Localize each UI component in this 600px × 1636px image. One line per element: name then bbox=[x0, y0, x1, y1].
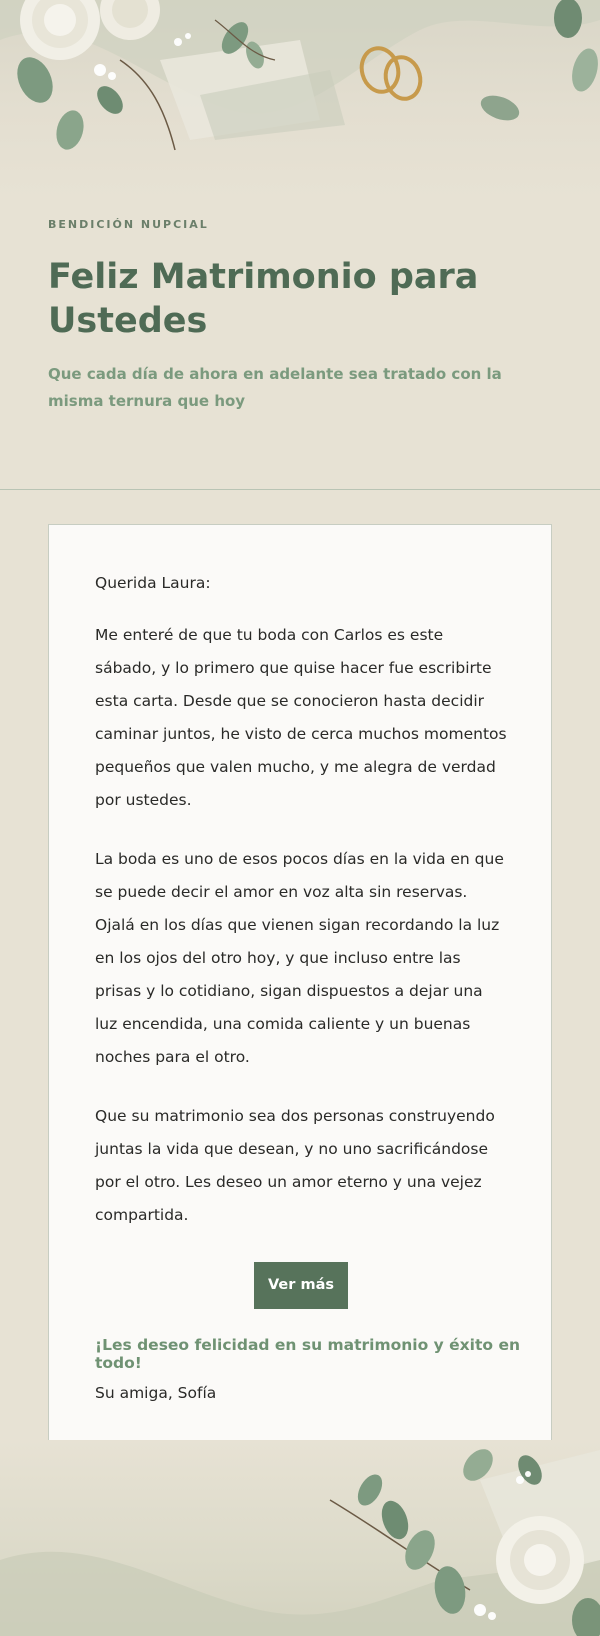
page-subtitle: Que cada día de ahora en adelante sea tratado con la misma ternura que hoy bbox=[48, 365, 502, 410]
letter-card bbox=[48, 524, 552, 1472]
section-divider bbox=[0, 489, 600, 490]
letter-paragraph: Que su matrimonio sea dos personas construyendo juntas la vida que desean, y no uno sacrificándose por el otro. Les deseo un amor eterno y una vejez compartida. bbox=[95, 1107, 495, 1224]
eyebrow-label: BENDICIÓN NUPCIAL bbox=[48, 218, 209, 231]
letter-body bbox=[95, 573, 509, 1232]
top-floral-banner bbox=[0, 0, 600, 200]
letter-paragraph: Me enteré de que tu boda con Carlos es este sábado, y lo primero que quise hacer fue escribirte esta carta. Desde que se conocieron hasta decidir caminar juntos, he visto de cerca muchos momentos pequeños que valen mucho, y me alegra de verdad por ustedes. bbox=[95, 626, 507, 809]
letter-paragraph: La boda es uno de esos pocos días en la vida en que se puede decir el amor en voz alta sin reservas. Ojalá en los días que vienen sigan recordando la luz en los ojos del otro hoy, y que incluso entre las prisas y lo cotidiano, sigan dispuestos a dejar una luz encendida, una comida caliente y un buenas noches para el otro. bbox=[95, 850, 504, 1066]
letter-signature: Su amiga, Sofía bbox=[95, 1384, 217, 1402]
bottom-floral-banner bbox=[0, 1440, 600, 1636]
hero-section bbox=[48, 218, 528, 415]
button-row bbox=[49, 1262, 553, 1309]
closing-wish: ¡Les deseo felicidad en su matrimonio y éxito en todo! bbox=[95, 1336, 520, 1372]
top-floral-illustration bbox=[0, 0, 600, 200]
read-more-button[interactable]: Ver más bbox=[254, 1262, 348, 1309]
page-title: Feliz Matrimonio para Ustedes bbox=[48, 257, 479, 341]
letter-greeting: Querida Laura: bbox=[95, 574, 211, 592]
bottom-floral-illustration bbox=[0, 1440, 600, 1636]
white-rose-icon bbox=[496, 1516, 584, 1604]
wedding-rings-icon bbox=[357, 44, 425, 103]
